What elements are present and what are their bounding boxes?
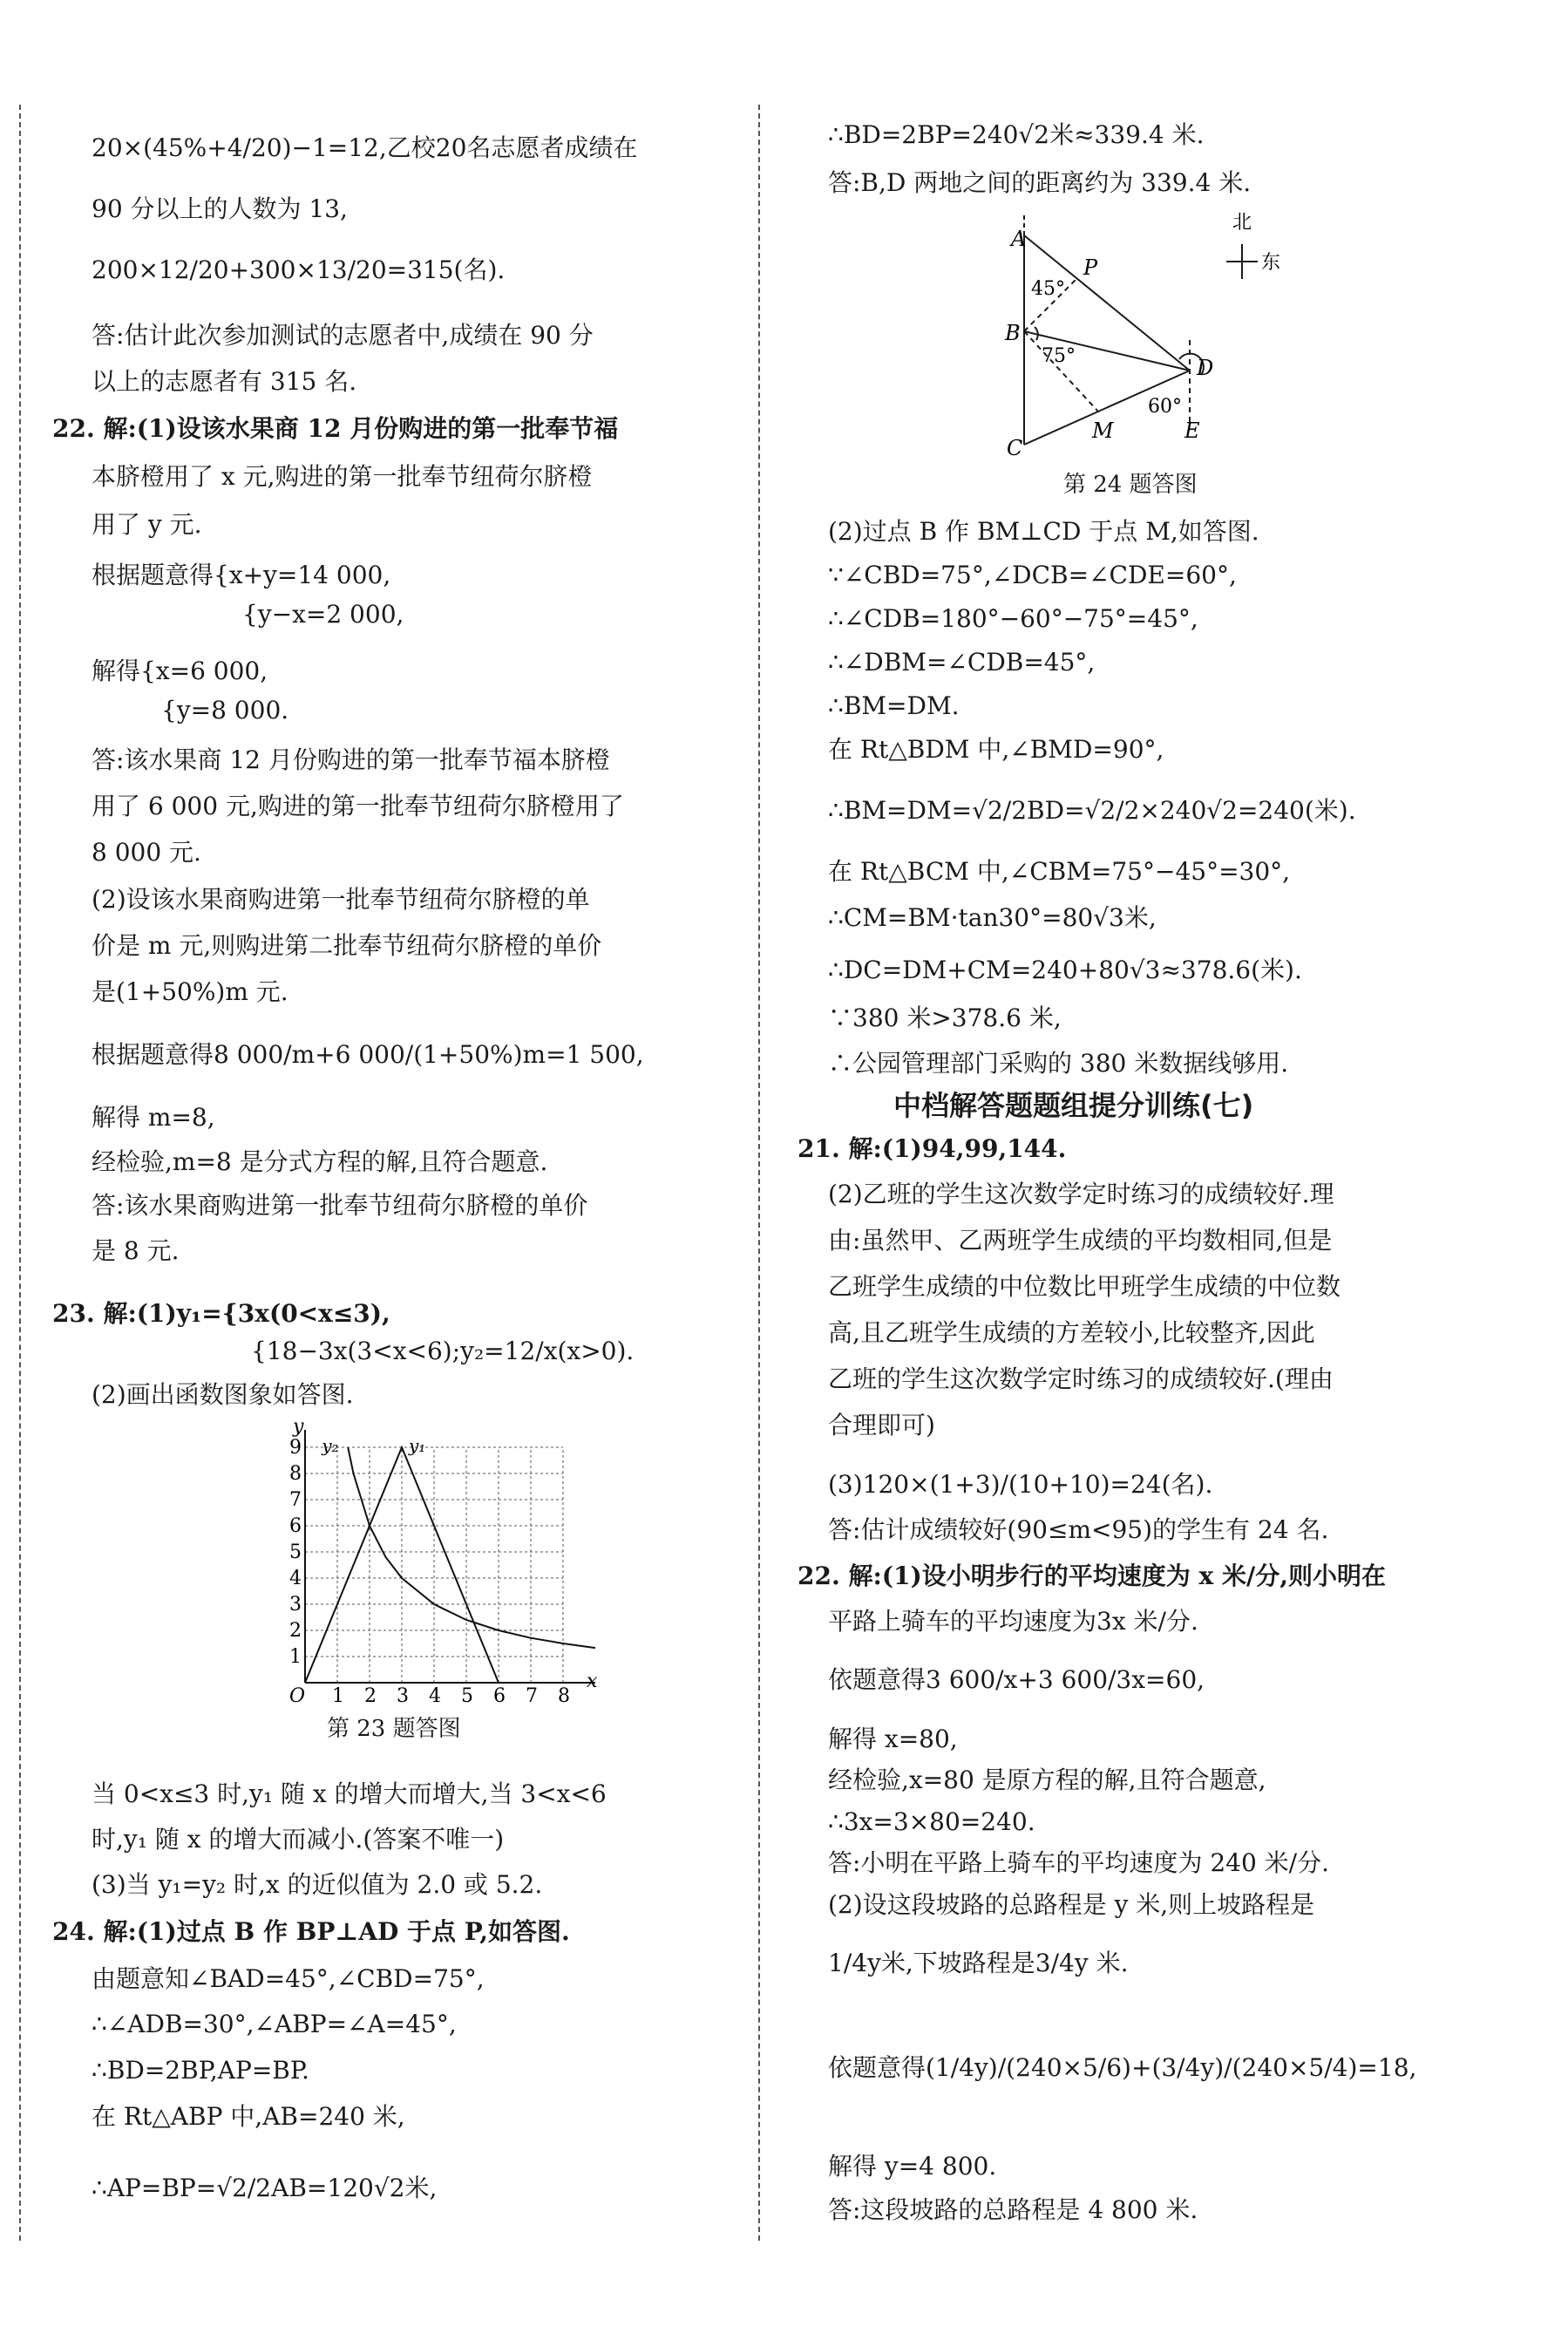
text-line: ∴公园管理部门采购的 380 米数据线够用. bbox=[828, 1049, 1289, 1078]
problem-22-start: 22. 解:(1)设该水果商 12 月份购进的第一批奉节福 bbox=[52, 414, 619, 443]
text-line: 由:虽然甲、乙两班学生成绩的平均数相同,但是 bbox=[828, 1226, 1333, 1255]
x-tick-label: 8 bbox=[558, 1685, 570, 1707]
function-graph bbox=[270, 1416, 610, 1707]
angle-60: 60° bbox=[1148, 396, 1182, 418]
geometry-figure bbox=[981, 209, 1281, 462]
text-line: ∴DC=DM+CM=240+80√3≈378.6(米). bbox=[828, 956, 1302, 984]
solution-system: 解得{x=6 000, bbox=[92, 657, 268, 685]
equation-system: 根据题意得{x+y=14 000, bbox=[92, 561, 391, 589]
x-tick-label: O bbox=[289, 1685, 306, 1707]
text-line: 答:该水果商 12 月份购进的第一批奉节福本脐橙 bbox=[92, 745, 610, 774]
figure-caption: 第 24 题答图 bbox=[1063, 472, 1198, 498]
text-line: 答:这段坡路的总路程是 4 800 米. bbox=[828, 2195, 1198, 2224]
problem-21-start: 21. 解:(1)94,99,144. bbox=[798, 1134, 1067, 1163]
equation-system: {y−x=2 000, bbox=[242, 600, 404, 629]
piecewise-line: {18−3x(3<x<6);y₂=12/x(x>0). bbox=[251, 1337, 635, 1365]
problem-22-start: 22. 解:(1)设小明步行的平均速度为 x 米/分,则小明在 bbox=[798, 1562, 1386, 1590]
text-line: 价是 m 元,则购进第二批奉节纽荷尔脐橙的单价 bbox=[92, 931, 602, 960]
text-line: 8 000 元. bbox=[92, 838, 201, 867]
angle-45: 45° bbox=[1031, 278, 1065, 300]
label-e: E bbox=[1184, 418, 1200, 443]
x-tick-label: 4 bbox=[429, 1685, 441, 1707]
text-line: 答:估计成绩较好(90≤m<95)的学生有 24 名. bbox=[828, 1515, 1329, 1544]
column-divider bbox=[758, 105, 760, 2241]
y-tick-label: 5 bbox=[289, 1541, 302, 1563]
text-line: 时,y₁ 随 x 的增大而减小.(答案不唯一) bbox=[92, 1825, 505, 1854]
text-line: 用了 y 元. bbox=[92, 510, 202, 539]
x-tick-label: 2 bbox=[364, 1685, 377, 1707]
text-line: 解得 m=8, bbox=[92, 1103, 215, 1132]
text-line: 在 Rt△BCM 中,∠CBM=75°−45°=30°, bbox=[828, 857, 1291, 886]
text-line: ∴BD=2BP,AP=BP. bbox=[92, 2056, 309, 2085]
text-line: 90 分以上的人数为 13, bbox=[92, 194, 348, 223]
label-p: P bbox=[1083, 255, 1098, 280]
angle-75: 75° bbox=[1042, 345, 1076, 367]
text-line: 200×12/20+300×13/20=315(名). bbox=[92, 255, 506, 284]
problem-24-start: 24. 解:(1)过点 B 作 BP⊥AD 于点 P,如答图. bbox=[52, 1917, 570, 1946]
text-line: 由题意知∠BAD=45°,∠CBD=75°, bbox=[92, 1964, 485, 1993]
label-c: C bbox=[1007, 436, 1023, 460]
text-line: 以上的志愿者有 315 名. bbox=[92, 367, 357, 396]
text-line: (3)120×(1+3)/(10+10)=24(名). bbox=[828, 1470, 1213, 1499]
text-line: ∴BM=DM. bbox=[828, 691, 960, 720]
section-title: 中档解答题题组提分训练(七) bbox=[893, 1089, 1254, 1122]
text-line: ∴AP=BP=√2/2AB=120√2米, bbox=[92, 2174, 438, 2202]
text-line: ∴3x=3×80=240. bbox=[828, 1807, 1035, 1836]
text-line: 解得 x=80, bbox=[828, 1725, 958, 1753]
text-line: 平路上骑车的平均速度为3x 米/分. bbox=[828, 1607, 1198, 1636]
text-line: 乙班的学生这次数学定时练习的成绩较好.(理由 bbox=[828, 1364, 1334, 1393]
text-line: (2)乙班的学生这次数学定时练习的成绩较好.理 bbox=[828, 1180, 1334, 1208]
text-line: ∴∠ADB=30°,∠ABP=∠A=45°, bbox=[92, 2010, 457, 2038]
equation-line: 依题意得(1/4y)/(240×5/6)+(3/4y)/(240×5/4)=18, bbox=[828, 2053, 1417, 2082]
text-line: 20×(45%+4/20)−1=12,乙校20名志愿者成绩在 bbox=[92, 133, 638, 162]
x-tick-label: 3 bbox=[397, 1685, 409, 1707]
text-line: ∴CM=BM·tan30°=80√3米, bbox=[828, 903, 1157, 932]
text-line: ∴BD=2BP=240√2米≈339.4 米. bbox=[828, 120, 1205, 149]
text-line: 在 Rt△BDM 中,∠BMD=90°, bbox=[828, 735, 1164, 764]
text-line: 是(1+50%)m 元. bbox=[92, 977, 288, 1006]
text-line: ∴∠DBM=∠CDB=45°, bbox=[828, 648, 1096, 677]
x-tick-label: 7 bbox=[526, 1685, 538, 1707]
text-line: ∴∠CDB=180°−60°−75°=45°, bbox=[828, 604, 1198, 633]
problem-23-start: 23. 解:(1)y₁={3x(0<x≤3), bbox=[52, 1299, 390, 1328]
x-tick-label: 1 bbox=[332, 1685, 344, 1707]
text-line: 在 Rt△ABP 中,AB=240 米, bbox=[92, 2102, 405, 2131]
x-tick-label: 5 bbox=[461, 1685, 473, 1707]
text-line: 合理即可) bbox=[828, 1411, 935, 1439]
y-tick-label: 2 bbox=[289, 1620, 302, 1642]
text-line: ∴BM=DM=√2/2BD=√2/2×240√2=240(米). bbox=[828, 796, 1356, 825]
y-tick-label: 6 bbox=[289, 1515, 302, 1537]
label-m: M bbox=[1092, 418, 1114, 443]
east-label: 东 bbox=[1261, 252, 1281, 274]
text-line: (2)设该水果商购进第一批奉节纽荷尔脐橙的单 bbox=[92, 885, 590, 914]
x-tick-label: 6 bbox=[493, 1685, 506, 1707]
text-line: ∵380 米>378.6 米, bbox=[828, 1004, 1062, 1032]
series-label: y₂ bbox=[322, 1435, 339, 1456]
text-line: 经检验,m=8 是分式方程的解,且符合题意. bbox=[92, 1147, 548, 1176]
text-line: 解得 y=4 800. bbox=[828, 2152, 997, 2181]
text-line: (2)设这段坡路的总路程是 y 米,则上坡路程是 bbox=[828, 1890, 1315, 1919]
text-line: 答:该水果商购进第一批奉节纽荷尔脐橙的单价 bbox=[92, 1191, 588, 1220]
north-label: 北 bbox=[1232, 212, 1252, 234]
y-tick-label: 8 bbox=[289, 1463, 302, 1485]
text-line: 当 0<x≤3 时,y₁ 随 x 的增大而增大,当 3<x<6 bbox=[92, 1779, 607, 1808]
equation-line: 依题意得3 600/x+3 600/3x=60, bbox=[828, 1665, 1205, 1694]
graph-caption: 第 23 题答图 bbox=[327, 1716, 461, 1742]
label-d: D bbox=[1197, 356, 1214, 380]
text-line: 1/4y米,下坡路程是3/4y 米. bbox=[828, 1949, 1129, 1977]
text-line: 用了 6 000 元,购进的第一批奉节纽荷尔脐橙用了 bbox=[92, 792, 624, 820]
y-tick-label: 3 bbox=[289, 1594, 302, 1616]
text-line: (2)画出函数图象如答图. bbox=[92, 1380, 354, 1409]
y-tick-label: 1 bbox=[289, 1646, 302, 1668]
text-line: 乙班学生成绩的中位数比甲班学生成绩的中位数 bbox=[828, 1272, 1341, 1301]
text-line: 是 8 元. bbox=[92, 1236, 180, 1265]
x-axis-label: x bbox=[587, 1670, 598, 1692]
text-line: 高,且乙班学生成绩的方差较小,比较整齐,因此 bbox=[828, 1318, 1315, 1347]
text-line: (3)当 y₁=y₂ 时,x 的近似值为 2.0 或 5.2. bbox=[92, 1870, 543, 1899]
solution-system: {y=8 000. bbox=[161, 696, 289, 725]
y-axis-label: y bbox=[293, 1416, 304, 1438]
text-line: 经检验,x=80 是原方程的解,且符合题意, bbox=[828, 1766, 1266, 1794]
equation-line: 根据题意得8 000/m+6 000/(1+50%)m=1 500, bbox=[92, 1040, 644, 1069]
y-tick-label: 7 bbox=[289, 1489, 302, 1511]
text-line: (2)过点 B 作 BM⊥CD 于点 M,如答图. bbox=[828, 517, 1259, 546]
series-label: y₁ bbox=[409, 1435, 426, 1456]
label-b: B bbox=[1005, 321, 1021, 345]
text-line: ∵∠CBD=75°,∠DCB=∠CDE=60°, bbox=[828, 561, 1237, 589]
text-line: 答:小明在平路上骑车的平均速度为 240 米/分. bbox=[828, 1848, 1330, 1877]
text-line: 答:B,D 两地之间的距离约为 339.4 米. bbox=[828, 168, 1252, 197]
label-a: A bbox=[1011, 227, 1027, 251]
y-tick-label: 4 bbox=[289, 1568, 302, 1589]
y-tick-label: 9 bbox=[289, 1437, 302, 1459]
text-line: 本脐橙用了 x 元,购进的第一批奉节纽荷尔脐橙 bbox=[92, 462, 593, 491]
text-line: 答:估计此次参加测试的志愿者中,成绩在 90 分 bbox=[92, 321, 594, 350]
margin-rule bbox=[19, 105, 21, 2241]
